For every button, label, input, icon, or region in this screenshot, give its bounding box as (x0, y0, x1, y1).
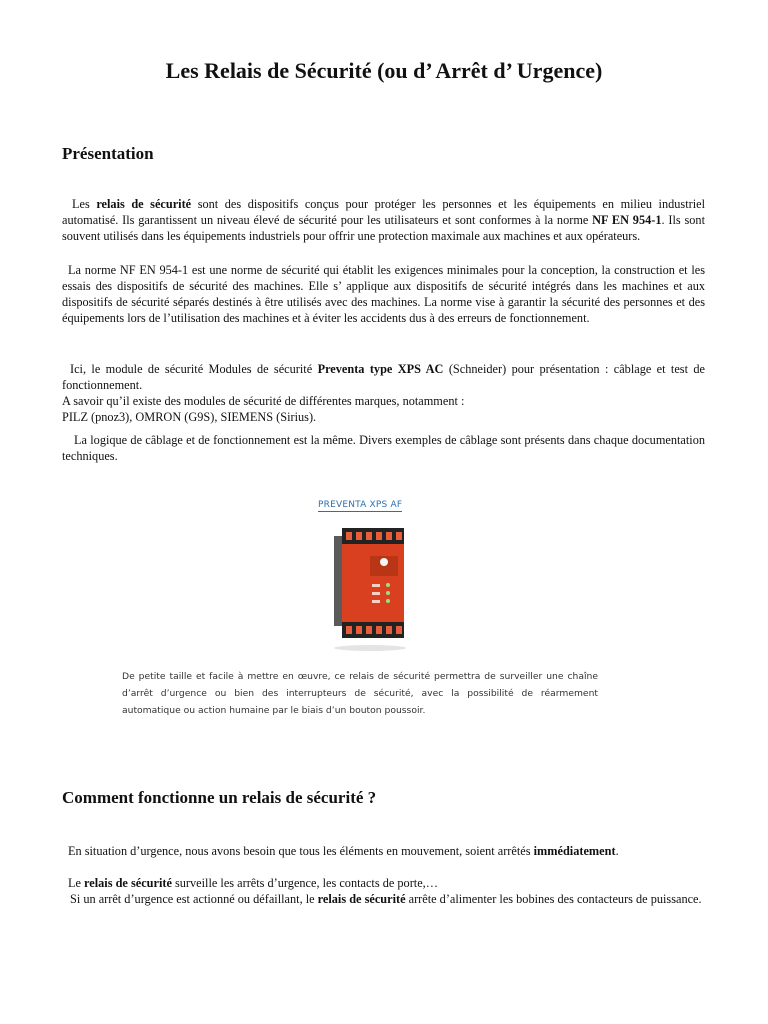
section-heading-presentation: Présentation (62, 144, 154, 163)
text-run: PILZ (pnoz3), OMRON (G9S), SIEMENS (Sirius). (62, 410, 317, 424)
figure-description: De petite taille et facile à mettre en œuvre, ce relais de sécurité permettra de surveiller une chaîne d’arrêt d’urgence ou bien des interrupteurs de sécurité, avec la possibilité de réarmement automatique ou action humaine par le biais d’un bouton poussoir. (122, 671, 598, 716)
paragraph-surveille (62, 875, 705, 891)
text-run: sont des dispositifs conçus pour protéger les personnes et les équipements en milieu industriel automatisé. Ils garantissent un niveau élevé de sécurité pour les utilisateurs et sont conformes à la norme (62, 197, 705, 227)
bold-text: Preventa type XPS AC (317, 362, 444, 376)
text-run: . Ils sont souvent utilisés dans les équipements industriels pour offrir une protection maximale aux machines et aux opérateurs. (62, 213, 705, 243)
text-run: (Schneider) pour présentation : câblage et test de fonctionnement. (62, 362, 705, 392)
relay-device-image (330, 522, 410, 652)
bold-text: NF EN 954-1 (592, 213, 662, 227)
text-run: Le (68, 876, 85, 890)
bold-text: relais de sécurité (317, 892, 406, 906)
bold-text: relais de sécurité (84, 876, 172, 890)
paragraph-module (62, 361, 705, 425)
text-run: En situation d’urgence, nous avons besoin que tous les éléments en mouvement, soient arrêtés (68, 844, 534, 858)
paragraph-intro (62, 196, 705, 244)
paragraph-arret (62, 891, 705, 907)
text-run: surveille les arrêts d’urgence, les contacts de porte,… (171, 876, 439, 890)
figure-label: PREVENTA XPS AF (318, 500, 403, 510)
text-run: Ici, le module de sécurité Modules de sécurité (70, 362, 318, 376)
section-heading-fonctionnement: Comment fonctionne un relais de sécurité ? (62, 788, 377, 807)
text-run: Si un arrêt d’urgence est actionné ou défaillant, le (70, 892, 318, 906)
text-run: Les (72, 197, 97, 211)
page-title: Les Relais de Sécurité (ou d’ Arrêt d’ Urgence) (165, 58, 603, 83)
paragraph-norme: La norme NF EN 954-1 est une norme de sécurité qui établit les exigences minimales pour la conception, la construction et les essais des dispositifs de sécurité des machines. Elle s’ applique aux dispositifs de sécurité intégrés dans les machines et aux dispositifs de sécurité séparés destinés à être utilisés avec des machines. La norme vise à garantir la sécurité des personnes et des équipements lors de l’utilisation des machines et à éviter les accidents dus à des erreurs de fonctionnement. (62, 263, 705, 325)
paragraph-urgence (62, 843, 705, 859)
text-run: . (615, 844, 619, 858)
bold-text: relais de sécurité (96, 197, 192, 211)
text-run: A savoir qu’il existe des modules de sécurité de différentes marques, notamment : (62, 394, 465, 408)
text-run: arrête d’alimenter les bobines des contacteurs de puissance. (405, 892, 702, 906)
paragraph-logique: La logique de câblage et de fonctionnement est la même. Divers exemples de câblage sont présents dans chaque documentation techniques. (62, 433, 705, 463)
bold-text: immédiatement (533, 844, 616, 858)
